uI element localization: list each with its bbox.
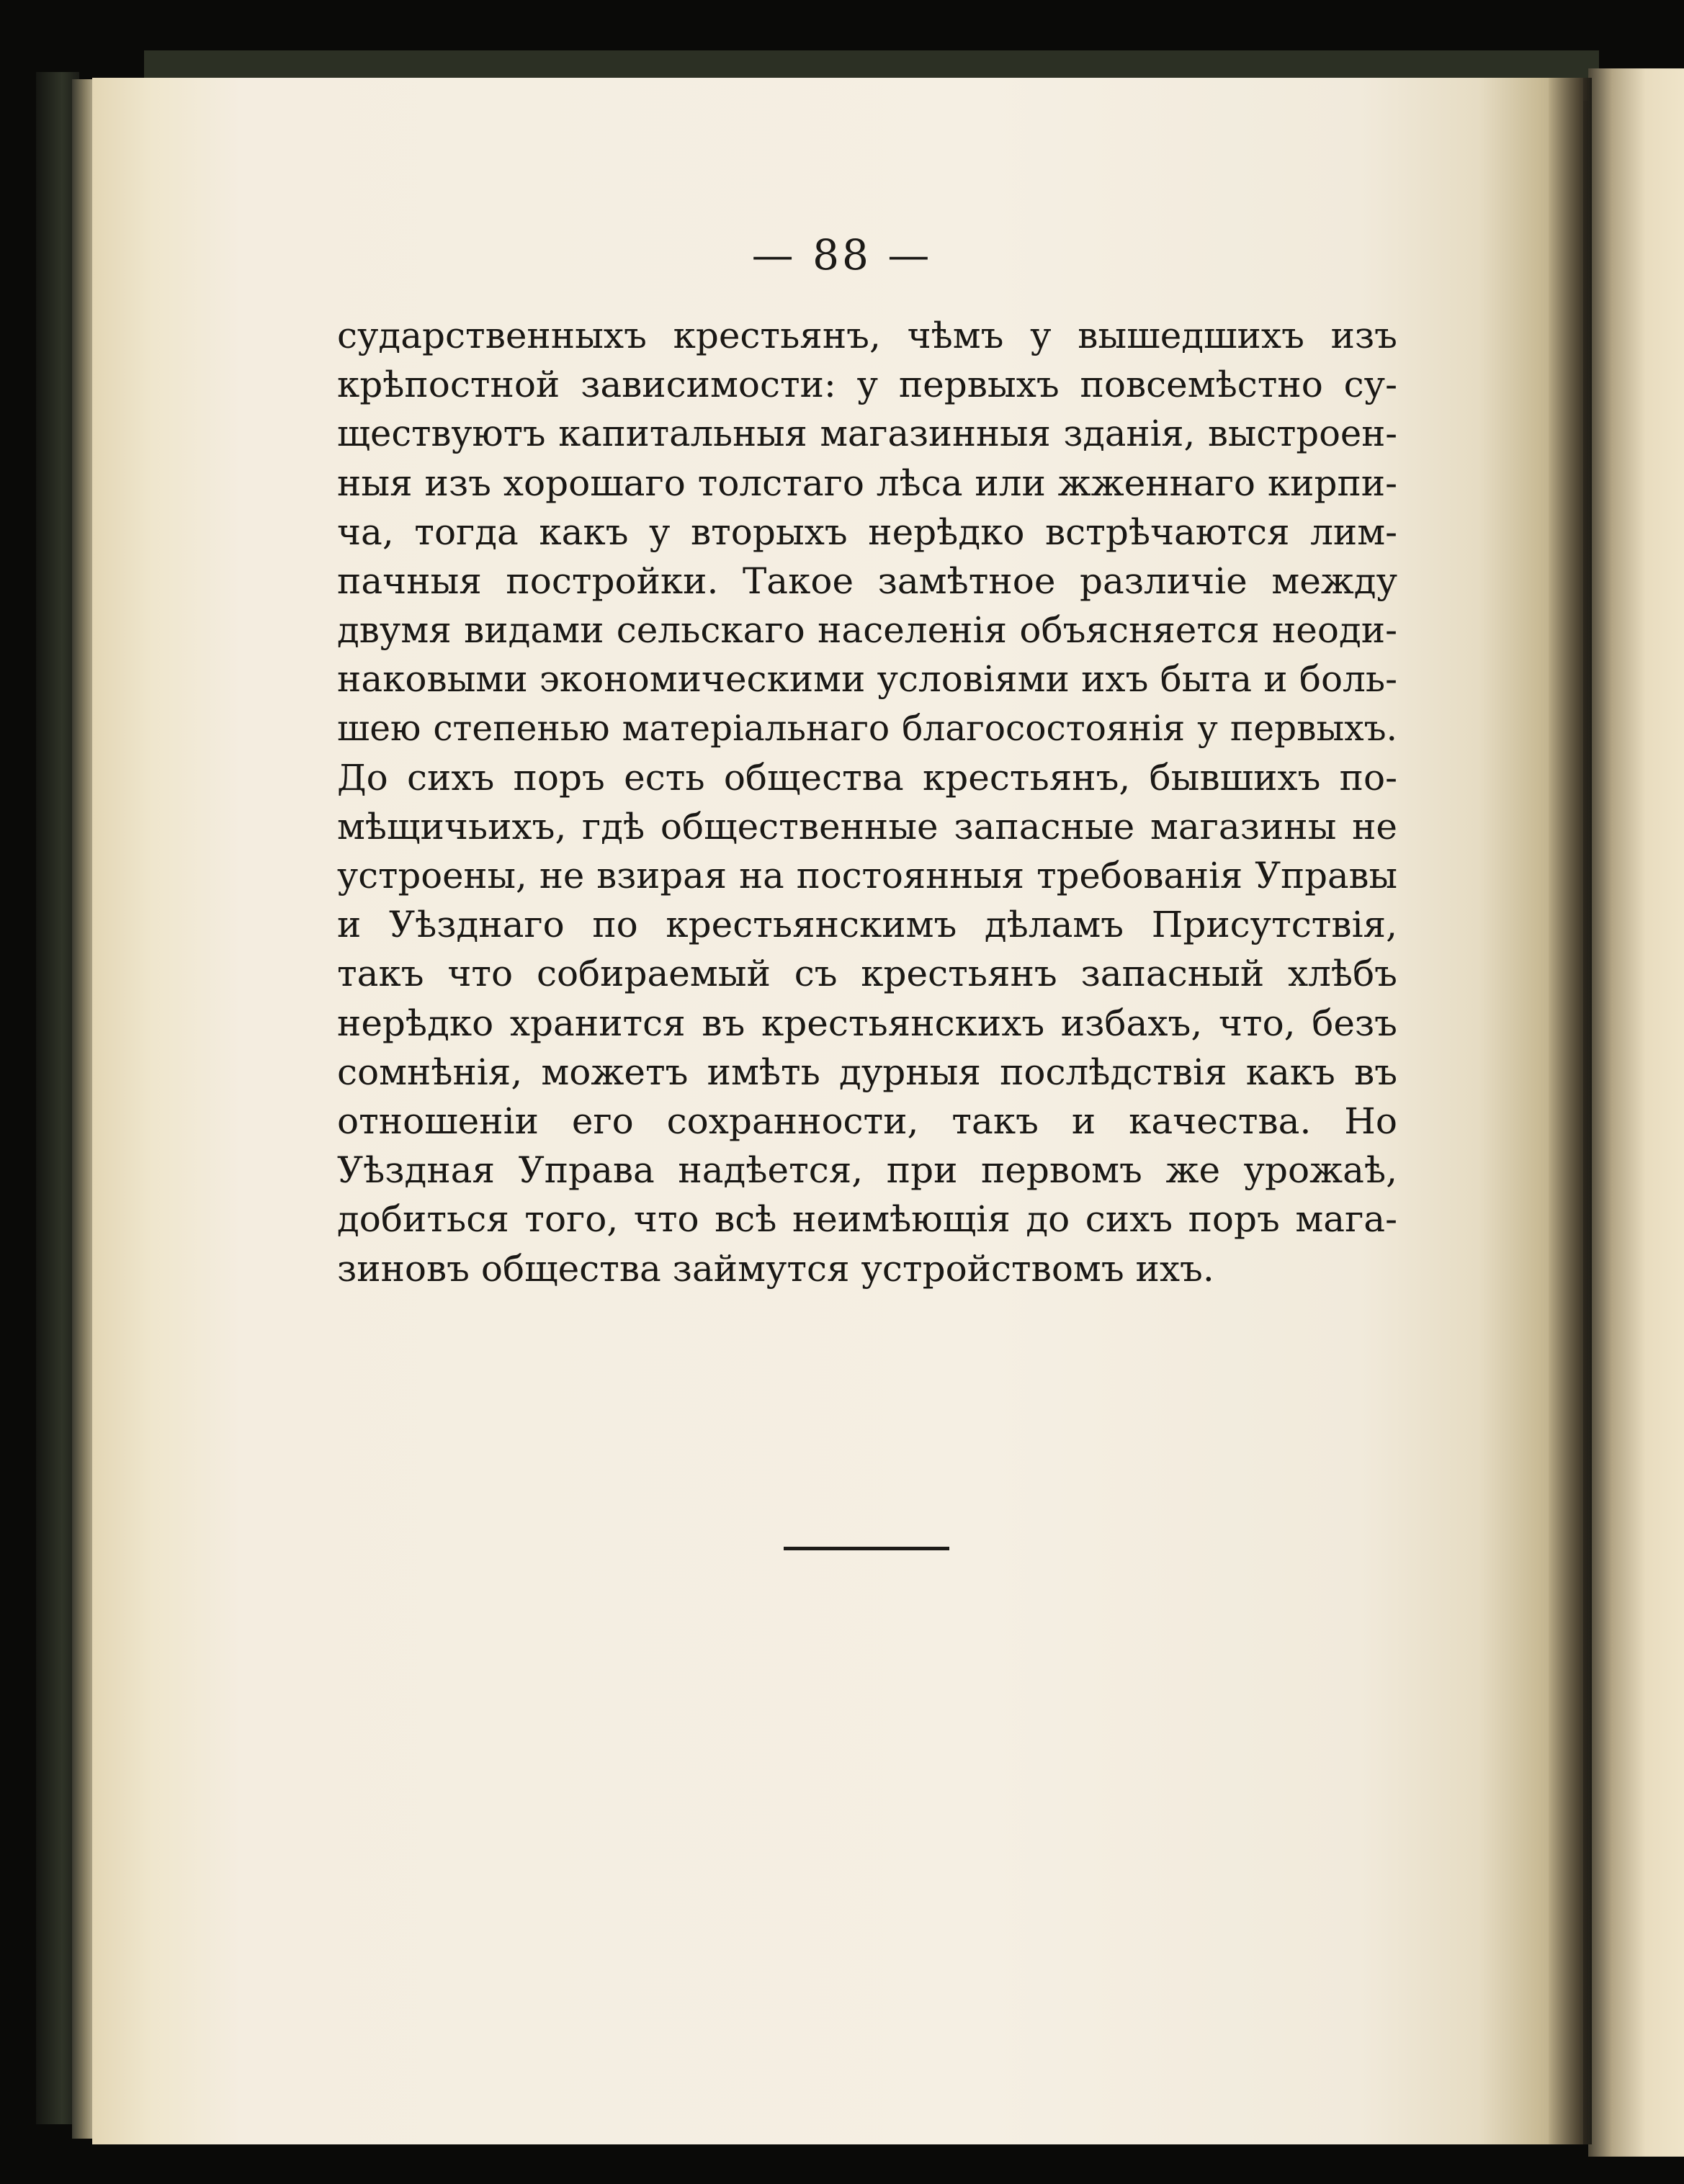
page-number: — 88 — xyxy=(751,230,933,279)
text-line: наковыми экономическими условіями ихъ быта и боль- xyxy=(337,658,1397,701)
text-line: сомнѣнія, можетъ имѣть дурныя послѣдствія какъ въ xyxy=(337,1051,1397,1093)
text-line: Уѣздная Управа надѣется, при первомъ же урожаѣ, xyxy=(337,1149,1397,1192)
text-line: нерѣдко хранится въ крестьянскихъ избахъ, что, безъ xyxy=(337,1002,1397,1044)
text-line: сударственныхъ крестьянъ, чѣмъ у вышедшихъ изъ xyxy=(337,315,1397,356)
text-line: такъ что собираемый съ крестьянъ запасный хлѣбъ xyxy=(337,953,1397,995)
facing-page-edge xyxy=(1588,68,1684,2157)
text-line: пачныя постройки. Такое замѣтное различіе между xyxy=(337,560,1397,602)
text-line: и Уѣзднаго по крестьянскимъ дѣламъ Присутствія, xyxy=(337,904,1397,946)
text-line: шею степенью матеріальнаго благосостоянія у первыхъ. xyxy=(337,708,1397,749)
gutter-shadow xyxy=(1549,78,1592,2144)
text-line: ча, тогда какъ у вторыхъ нерѣдко встрѣчаются лим- xyxy=(337,511,1397,553)
body-text xyxy=(337,311,1397,1293)
section-rule xyxy=(784,1547,949,1550)
text-line: отношеніи его сохранности, такъ и качества. Но xyxy=(337,1100,1397,1142)
text-line: устроены, не взирая на постоянныя требованія Управы xyxy=(337,855,1397,897)
text-line: добиться того, что всѣ неимѣющія до сихъ поръ мага- xyxy=(337,1198,1397,1241)
text-line: крѣпостной зависимости: у первыхъ повсемѣстно су- xyxy=(337,364,1397,406)
text-line: двумя видами сельскаго населенія объясняется неоди- xyxy=(337,609,1397,652)
text-line: До сихъ поръ есть общества крестьянъ, бывшихъ по- xyxy=(337,756,1397,799)
text-line: зиновъ общества займутся устройствомъ ихъ. xyxy=(337,1247,1214,1290)
text-line: ныя изъ хорошаго толстаго лѣса или жженнаго кирпи- xyxy=(337,462,1397,504)
text-line: мѣщичьихъ, гдѣ общественные запасные магазины не xyxy=(337,805,1397,848)
text-line: ществуютъ капитальныя магазинныя зданія, выстроен- xyxy=(337,413,1397,455)
